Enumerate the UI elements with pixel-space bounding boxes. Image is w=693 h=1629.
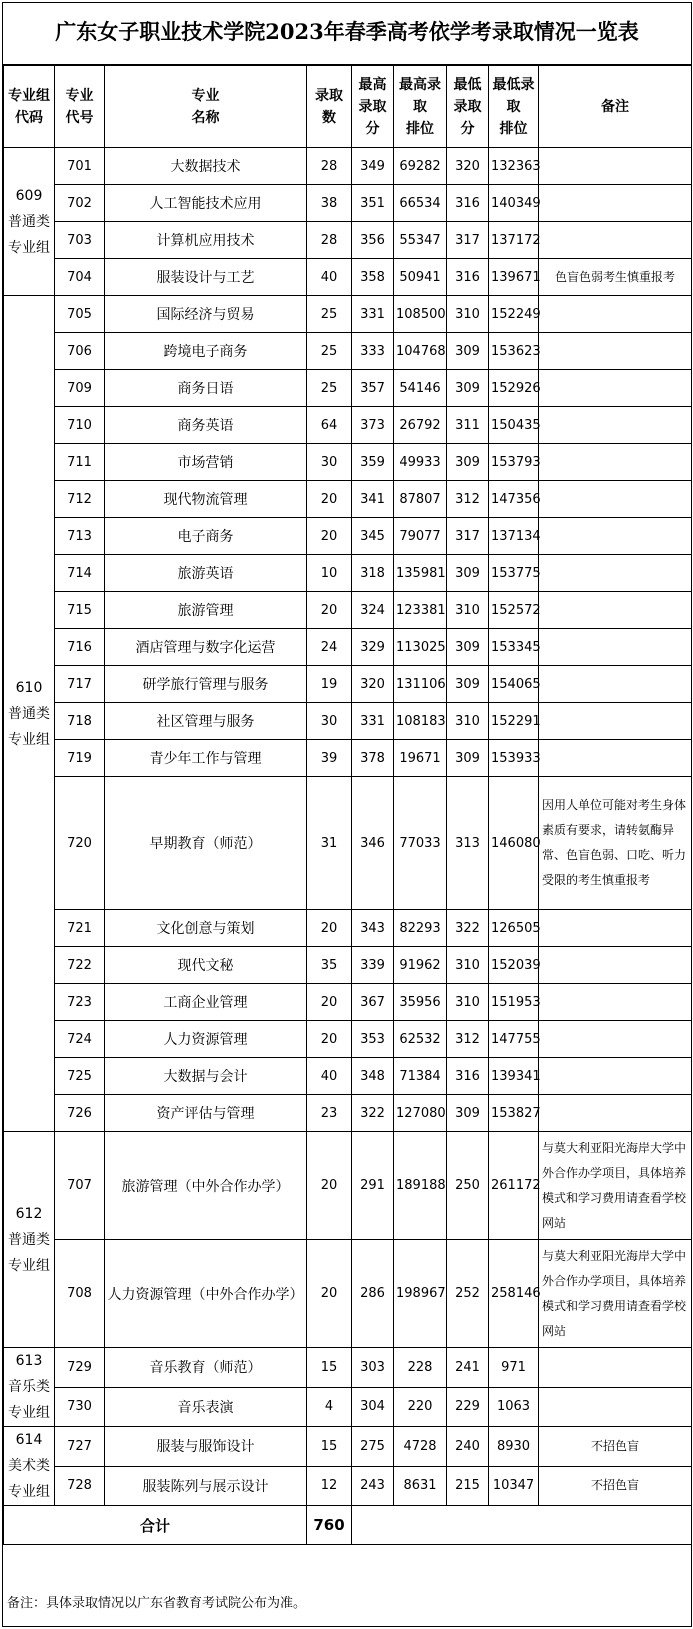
major-name-cell: 服装陈列与展示设计 bbox=[105, 1466, 307, 1506]
max-score-cell: 331 bbox=[352, 703, 394, 740]
major-code-cell: 729 bbox=[55, 1348, 105, 1388]
min-rank-cell: 146080 bbox=[489, 777, 539, 910]
max-score-cell: 345 bbox=[352, 518, 394, 555]
major-code-cell: 716 bbox=[55, 629, 105, 666]
max-score-cell: 356 bbox=[352, 222, 394, 259]
max-score-cell: 353 bbox=[352, 1021, 394, 1058]
min-score-cell: 229 bbox=[447, 1387, 489, 1427]
max-rank-cell: 127080 bbox=[394, 1095, 447, 1132]
major-code-cell: 714 bbox=[55, 555, 105, 592]
max-rank-cell: 135981 bbox=[394, 555, 447, 592]
min-rank-cell: 140349 bbox=[489, 185, 539, 222]
major-name-cell: 青少年工作与管理 bbox=[105, 740, 307, 777]
table-row bbox=[4, 259, 692, 296]
max-score-cell: 358 bbox=[352, 259, 394, 296]
min-score-cell: 309 bbox=[447, 666, 489, 703]
max-score-cell: 324 bbox=[352, 592, 394, 629]
total-value: 760 bbox=[307, 1506, 352, 1545]
major-code-cell: 720 bbox=[55, 777, 105, 910]
enrolled-cell: 30 bbox=[307, 444, 352, 481]
major-name-cell: 早期教育（师范） bbox=[105, 777, 307, 910]
major-name-cell: 服装与服饰设计 bbox=[105, 1427, 307, 1467]
max-score-cell: 275 bbox=[352, 1427, 394, 1467]
min-score-cell: 310 bbox=[447, 947, 489, 984]
table-row bbox=[4, 555, 692, 592]
major-code-cell: 728 bbox=[55, 1466, 105, 1506]
major-code-cell: 723 bbox=[55, 984, 105, 1021]
major-code-cell: 707 bbox=[55, 1132, 105, 1240]
major-name-cell: 市场营销 bbox=[105, 444, 307, 481]
table-row bbox=[4, 1427, 692, 1467]
enrolled-cell: 19 bbox=[307, 666, 352, 703]
group-code-cell: 613 音乐类 专业组 bbox=[4, 1348, 55, 1427]
remark-cell bbox=[539, 370, 692, 407]
enrolled-cell: 35 bbox=[307, 947, 352, 984]
remark-cell bbox=[539, 444, 692, 481]
group-code-cell: 610 普通类 专业组 bbox=[4, 296, 55, 1132]
admission-table bbox=[3, 65, 692, 1545]
enrolled-cell: 12 bbox=[307, 1466, 352, 1506]
major-name-cell: 大数据与会计 bbox=[105, 1058, 307, 1095]
major-code-cell: 708 bbox=[55, 1240, 105, 1348]
max-score-cell: 320 bbox=[352, 666, 394, 703]
min-rank-cell: 139341 bbox=[489, 1058, 539, 1095]
enrolled-cell: 24 bbox=[307, 629, 352, 666]
table-row bbox=[4, 148, 692, 185]
enrolled-cell: 40 bbox=[307, 1058, 352, 1095]
max-score-cell: 348 bbox=[352, 1058, 394, 1095]
admission-table-document bbox=[2, 2, 692, 1627]
min-score-cell: 320 bbox=[447, 148, 489, 185]
major-name-cell: 大数据技术 bbox=[105, 148, 307, 185]
min-score-cell: 250 bbox=[447, 1132, 489, 1240]
max-score-cell: 359 bbox=[352, 444, 394, 481]
major-code-cell: 724 bbox=[55, 1021, 105, 1058]
min-score-cell: 309 bbox=[447, 444, 489, 481]
page-title: 广东女子职业技术学院2023年春季高考依学考录取情况一览表 bbox=[3, 3, 691, 65]
min-rank-cell: 147356 bbox=[489, 481, 539, 518]
major-name-cell: 计算机应用技术 bbox=[105, 222, 307, 259]
min-rank-cell: 152291 bbox=[489, 703, 539, 740]
major-code-cell: 719 bbox=[55, 740, 105, 777]
min-rank-cell: 132363 bbox=[489, 148, 539, 185]
remark-cell bbox=[539, 1021, 692, 1058]
remark-cell bbox=[539, 666, 692, 703]
min-rank-cell: 137172 bbox=[489, 222, 539, 259]
header-enrolled: 录取 数 bbox=[307, 66, 352, 148]
remark-cell bbox=[539, 481, 692, 518]
min-score-cell: 317 bbox=[447, 518, 489, 555]
remark-cell bbox=[539, 947, 692, 984]
major-name-cell: 研学旅行管理与服务 bbox=[105, 666, 307, 703]
min-score-cell: 316 bbox=[447, 1058, 489, 1095]
major-name-cell: 音乐表演 bbox=[105, 1387, 307, 1427]
max-rank-cell: 123381 bbox=[394, 592, 447, 629]
min-rank-cell: 153775 bbox=[489, 555, 539, 592]
min-rank-cell: 152039 bbox=[489, 947, 539, 984]
table-row bbox=[4, 629, 692, 666]
table-row bbox=[4, 518, 692, 555]
major-code-cell: 726 bbox=[55, 1095, 105, 1132]
max-score-cell: 346 bbox=[352, 777, 394, 910]
min-rank-cell: 153827 bbox=[489, 1095, 539, 1132]
major-code-cell: 718 bbox=[55, 703, 105, 740]
major-name-cell: 文化创意与策划 bbox=[105, 910, 307, 947]
remark-cell bbox=[539, 629, 692, 666]
max-score-cell: 357 bbox=[352, 370, 394, 407]
min-rank-cell: 10347 bbox=[489, 1466, 539, 1506]
min-rank-cell: 152249 bbox=[489, 296, 539, 333]
enrolled-cell: 4 bbox=[307, 1387, 352, 1427]
remark-cell bbox=[539, 296, 692, 333]
enrolled-cell: 20 bbox=[307, 910, 352, 947]
header-max-rank: 最高录取 排位 bbox=[394, 66, 447, 148]
min-score-cell: 316 bbox=[447, 185, 489, 222]
remark-cell: 与莫大利亚阳光海岸大学中外合作办学项目，具体培养模式和学习费用请查看学校网站 bbox=[539, 1240, 692, 1348]
enrolled-cell: 25 bbox=[307, 370, 352, 407]
remark-cell: 因用人单位可能对考生身体素质有要求，请转氨酶异常、色盲色弱、口吃、听力受限的考生慎重报考 bbox=[539, 777, 692, 910]
total-empty bbox=[352, 1506, 692, 1545]
major-name-cell: 人力资源管理 bbox=[105, 1021, 307, 1058]
max-score-cell: 349 bbox=[352, 148, 394, 185]
max-score-cell: 303 bbox=[352, 1348, 394, 1388]
major-code-cell: 727 bbox=[55, 1427, 105, 1467]
max-score-cell: 291 bbox=[352, 1132, 394, 1240]
max-score-cell: 339 bbox=[352, 947, 394, 984]
max-rank-cell: 77033 bbox=[394, 777, 447, 910]
table-row bbox=[4, 740, 692, 777]
max-rank-cell: 131106 bbox=[394, 666, 447, 703]
enrolled-cell: 20 bbox=[307, 518, 352, 555]
max-rank-cell: 54146 bbox=[394, 370, 447, 407]
min-rank-cell: 153345 bbox=[489, 629, 539, 666]
remark-cell bbox=[539, 1058, 692, 1095]
major-code-cell: 725 bbox=[55, 1058, 105, 1095]
min-rank-cell: 1063 bbox=[489, 1387, 539, 1427]
table-row bbox=[4, 703, 692, 740]
max-score-cell: 318 bbox=[352, 555, 394, 592]
major-name-cell: 旅游管理（中外合作办学） bbox=[105, 1132, 307, 1240]
table-row bbox=[4, 370, 692, 407]
table-row bbox=[4, 481, 692, 518]
table-row bbox=[4, 947, 692, 984]
group-code-cell: 612 普通类 专业组 bbox=[4, 1132, 55, 1348]
major-name-cell: 人力资源管理（中外合作办学） bbox=[105, 1240, 307, 1348]
max-score-cell: 351 bbox=[352, 185, 394, 222]
min-rank-cell: 151953 bbox=[489, 984, 539, 1021]
enrolled-cell: 15 bbox=[307, 1348, 352, 1388]
table-row bbox=[4, 333, 692, 370]
remark-cell bbox=[539, 407, 692, 444]
major-code-cell: 717 bbox=[55, 666, 105, 703]
header-min-rank: 最低录取 排位 bbox=[489, 66, 539, 148]
max-score-cell: 341 bbox=[352, 481, 394, 518]
min-rank-cell: 154065 bbox=[489, 666, 539, 703]
max-rank-cell: 220 bbox=[394, 1387, 447, 1427]
table-body bbox=[4, 148, 692, 1506]
min-rank-cell: 261172 bbox=[489, 1132, 539, 1240]
min-score-cell: 310 bbox=[447, 703, 489, 740]
max-score-cell: 243 bbox=[352, 1466, 394, 1506]
enrolled-cell: 23 bbox=[307, 1095, 352, 1132]
min-score-cell: 252 bbox=[447, 1240, 489, 1348]
max-score-cell: 322 bbox=[352, 1095, 394, 1132]
enrolled-cell: 20 bbox=[307, 1021, 352, 1058]
max-rank-cell: 26792 bbox=[394, 407, 447, 444]
enrolled-cell: 38 bbox=[307, 185, 352, 222]
major-code-cell: 712 bbox=[55, 481, 105, 518]
min-score-cell: 310 bbox=[447, 296, 489, 333]
remark-cell: 与莫大利亚阳光海岸大学中外合作办学项目，具体培养模式和学习费用请查看学校网站 bbox=[539, 1132, 692, 1240]
table-row bbox=[4, 1387, 692, 1427]
remark-cell bbox=[539, 222, 692, 259]
major-code-cell: 703 bbox=[55, 222, 105, 259]
remark-cell bbox=[539, 1095, 692, 1132]
major-code-cell: 702 bbox=[55, 185, 105, 222]
enrolled-cell: 31 bbox=[307, 777, 352, 910]
max-rank-cell: 82293 bbox=[394, 910, 447, 947]
min-score-cell: 310 bbox=[447, 592, 489, 629]
table-row bbox=[4, 296, 692, 333]
min-rank-cell: 153623 bbox=[489, 333, 539, 370]
major-code-cell: 710 bbox=[55, 407, 105, 444]
min-score-cell: 316 bbox=[447, 259, 489, 296]
header-major-code: 专业 代号 bbox=[55, 66, 105, 148]
min-score-cell: 322 bbox=[447, 910, 489, 947]
enrolled-cell: 28 bbox=[307, 148, 352, 185]
major-code-cell: 706 bbox=[55, 333, 105, 370]
max-score-cell: 331 bbox=[352, 296, 394, 333]
min-score-cell: 313 bbox=[447, 777, 489, 910]
max-score-cell: 333 bbox=[352, 333, 394, 370]
major-code-cell: 715 bbox=[55, 592, 105, 629]
enrolled-cell: 15 bbox=[307, 1427, 352, 1467]
header-remark: 备注 bbox=[539, 66, 692, 148]
remark-cell bbox=[539, 333, 692, 370]
table-row bbox=[4, 666, 692, 703]
min-score-cell: 312 bbox=[447, 1021, 489, 1058]
max-score-cell: 329 bbox=[352, 629, 394, 666]
remark-cell bbox=[539, 555, 692, 592]
min-rank-cell: 139671 bbox=[489, 259, 539, 296]
major-name-cell: 资产评估与管理 bbox=[105, 1095, 307, 1132]
remark-cell bbox=[539, 910, 692, 947]
major-code-cell: 711 bbox=[55, 444, 105, 481]
enrolled-cell: 30 bbox=[307, 703, 352, 740]
group-code-cell: 614 美术类 专业组 bbox=[4, 1427, 55, 1506]
major-code-cell: 705 bbox=[55, 296, 105, 333]
table-row bbox=[4, 1058, 692, 1095]
min-score-cell: 215 bbox=[447, 1466, 489, 1506]
enrolled-cell: 10 bbox=[307, 555, 352, 592]
remark-cell bbox=[539, 185, 692, 222]
remark-cell: 不招色盲 bbox=[539, 1466, 692, 1506]
min-score-cell: 309 bbox=[447, 555, 489, 592]
max-rank-cell: 8631 bbox=[394, 1466, 447, 1506]
enrolled-cell: 20 bbox=[307, 984, 352, 1021]
enrolled-cell: 20 bbox=[307, 1240, 352, 1348]
major-code-cell: 721 bbox=[55, 910, 105, 947]
header-group-code: 专业组 代码 bbox=[4, 66, 55, 148]
min-rank-cell: 258146 bbox=[489, 1240, 539, 1348]
major-name-cell: 服装设计与工艺 bbox=[105, 259, 307, 296]
major-name-cell: 现代文秘 bbox=[105, 947, 307, 984]
header-min-score: 最低 录取 分 bbox=[447, 66, 489, 148]
remark-cell bbox=[539, 703, 692, 740]
major-name-cell: 跨境电子商务 bbox=[105, 333, 307, 370]
major-name-cell: 国际经济与贸易 bbox=[105, 296, 307, 333]
table-row bbox=[4, 910, 692, 947]
max-rank-cell: 91962 bbox=[394, 947, 447, 984]
major-name-cell: 商务英语 bbox=[105, 407, 307, 444]
max-score-cell: 373 bbox=[352, 407, 394, 444]
table-row bbox=[4, 777, 692, 910]
header-major-name: 专业 名称 bbox=[105, 66, 307, 148]
remark-cell bbox=[539, 1348, 692, 1388]
remark-cell bbox=[539, 984, 692, 1021]
table-row bbox=[4, 1466, 692, 1506]
enrolled-cell: 64 bbox=[307, 407, 352, 444]
enrolled-cell: 39 bbox=[307, 740, 352, 777]
max-rank-cell: 198967 bbox=[394, 1240, 447, 1348]
min-score-cell: 312 bbox=[447, 481, 489, 518]
table-footer bbox=[4, 1506, 692, 1545]
major-name-cell: 商务日语 bbox=[105, 370, 307, 407]
min-score-cell: 309 bbox=[447, 370, 489, 407]
enrolled-cell: 40 bbox=[307, 259, 352, 296]
max-rank-cell: 108500 bbox=[394, 296, 447, 333]
min-rank-cell: 147755 bbox=[489, 1021, 539, 1058]
enrolled-cell: 28 bbox=[307, 222, 352, 259]
max-rank-cell: 71384 bbox=[394, 1058, 447, 1095]
remark-cell bbox=[539, 740, 692, 777]
table-row bbox=[4, 1095, 692, 1132]
table-row bbox=[4, 1240, 692, 1348]
major-name-cell: 现代物流管理 bbox=[105, 481, 307, 518]
group-code-cell: 609 普通类 专业组 bbox=[4, 148, 55, 296]
major-code-cell: 701 bbox=[55, 148, 105, 185]
min-score-cell: 309 bbox=[447, 333, 489, 370]
remark-cell: 色盲色弱考生慎重报考 bbox=[539, 259, 692, 296]
min-rank-cell: 150435 bbox=[489, 407, 539, 444]
table-row bbox=[4, 444, 692, 481]
min-rank-cell: 152926 bbox=[489, 370, 539, 407]
min-score-cell: 309 bbox=[447, 1095, 489, 1132]
table-row bbox=[4, 1132, 692, 1240]
remark-cell bbox=[539, 1387, 692, 1427]
max-rank-cell: 66534 bbox=[394, 185, 447, 222]
min-rank-cell: 8930 bbox=[489, 1427, 539, 1467]
major-code-cell: 713 bbox=[55, 518, 105, 555]
table-row bbox=[4, 1021, 692, 1058]
min-rank-cell: 152572 bbox=[489, 592, 539, 629]
min-score-cell: 311 bbox=[447, 407, 489, 444]
max-rank-cell: 4728 bbox=[394, 1427, 447, 1467]
max-rank-cell: 228 bbox=[394, 1348, 447, 1388]
remark-cell: 不招色盲 bbox=[539, 1427, 692, 1467]
major-name-cell: 人工智能技术应用 bbox=[105, 185, 307, 222]
max-rank-cell: 79077 bbox=[394, 518, 447, 555]
table-row bbox=[4, 185, 692, 222]
max-rank-cell: 62532 bbox=[394, 1021, 447, 1058]
remark-cell bbox=[539, 148, 692, 185]
min-score-cell: 317 bbox=[447, 222, 489, 259]
max-rank-cell: 55347 bbox=[394, 222, 447, 259]
max-score-cell: 343 bbox=[352, 910, 394, 947]
min-score-cell: 241 bbox=[447, 1348, 489, 1388]
major-name-cell: 工商企业管理 bbox=[105, 984, 307, 1021]
table-row bbox=[4, 407, 692, 444]
major-code-cell: 722 bbox=[55, 947, 105, 984]
min-rank-cell: 153933 bbox=[489, 740, 539, 777]
table-row bbox=[4, 984, 692, 1021]
major-name-cell: 音乐教育（师范） bbox=[105, 1348, 307, 1388]
major-name-cell: 社区管理与服务 bbox=[105, 703, 307, 740]
footnote: 备注：具体录取情况以广东省教育考试院公布为准。 bbox=[7, 1596, 307, 1611]
enrolled-cell: 25 bbox=[307, 333, 352, 370]
total-label: 合计 bbox=[4, 1506, 307, 1545]
min-rank-cell: 153793 bbox=[489, 444, 539, 481]
max-score-cell: 304 bbox=[352, 1387, 394, 1427]
max-rank-cell: 113025 bbox=[394, 629, 447, 666]
min-score-cell: 240 bbox=[447, 1427, 489, 1467]
enrolled-cell: 20 bbox=[307, 481, 352, 518]
max-score-cell: 378 bbox=[352, 740, 394, 777]
header-max-score: 最高 录取 分 bbox=[352, 66, 394, 148]
max-rank-cell: 35956 bbox=[394, 984, 447, 1021]
major-code-cell: 709 bbox=[55, 370, 105, 407]
remark-cell bbox=[539, 518, 692, 555]
major-code-cell: 730 bbox=[55, 1387, 105, 1427]
table-row bbox=[4, 592, 692, 629]
min-rank-cell: 126505 bbox=[489, 910, 539, 947]
table-row bbox=[4, 222, 692, 259]
min-score-cell: 310 bbox=[447, 984, 489, 1021]
major-name-cell: 旅游英语 bbox=[105, 555, 307, 592]
max-rank-cell: 108183 bbox=[394, 703, 447, 740]
max-score-cell: 286 bbox=[352, 1240, 394, 1348]
max-rank-cell: 19671 bbox=[394, 740, 447, 777]
max-rank-cell: 87807 bbox=[394, 481, 447, 518]
max-rank-cell: 69282 bbox=[394, 148, 447, 185]
max-score-cell: 367 bbox=[352, 984, 394, 1021]
min-rank-cell: 137134 bbox=[489, 518, 539, 555]
max-rank-cell: 50941 bbox=[394, 259, 447, 296]
max-rank-cell: 104768 bbox=[394, 333, 447, 370]
min-score-cell: 309 bbox=[447, 740, 489, 777]
enrolled-cell: 20 bbox=[307, 592, 352, 629]
min-rank-cell: 971 bbox=[489, 1348, 539, 1388]
major-name-cell: 旅游管理 bbox=[105, 592, 307, 629]
max-rank-cell: 189188 bbox=[394, 1132, 447, 1240]
min-score-cell: 309 bbox=[447, 629, 489, 666]
enrolled-cell: 25 bbox=[307, 296, 352, 333]
max-rank-cell: 49933 bbox=[394, 444, 447, 481]
table-header bbox=[4, 66, 692, 148]
major-name-cell: 酒店管理与数字化运营 bbox=[105, 629, 307, 666]
enrolled-cell: 20 bbox=[307, 1132, 352, 1240]
table-row bbox=[4, 1348, 692, 1388]
remark-cell bbox=[539, 592, 692, 629]
major-code-cell: 704 bbox=[55, 259, 105, 296]
major-name-cell: 电子商务 bbox=[105, 518, 307, 555]
